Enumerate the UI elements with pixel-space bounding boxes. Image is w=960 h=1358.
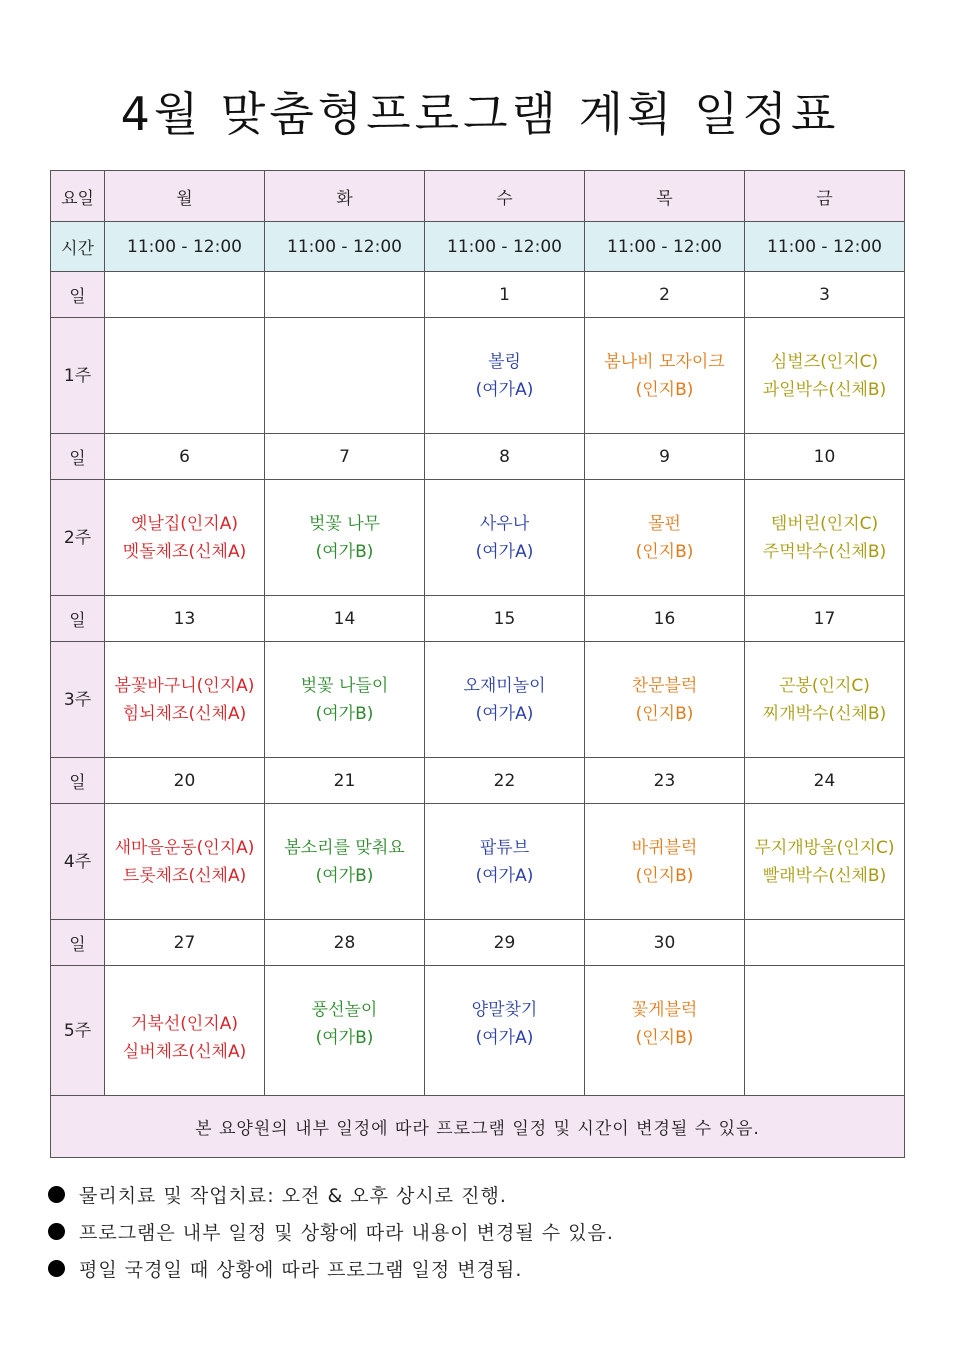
- date-cell: 15: [425, 596, 585, 642]
- program-cell-thu: [585, 966, 745, 1096]
- bullet-dot-icon: [48, 1223, 65, 1240]
- program-name: 양말찾기: [471, 999, 538, 1020]
- date-label: 일: [51, 758, 105, 804]
- program-cell-wed: [425, 318, 585, 434]
- program-cell-mon: [105, 318, 265, 434]
- weekday-mon: 월: [105, 171, 265, 222]
- week-label: 3주: [51, 642, 105, 758]
- week-label: 2주: [51, 480, 105, 596]
- program-name: 심벌즈(인지C): [770, 351, 879, 372]
- program-cell-fri: [745, 318, 905, 434]
- date-cell: 9: [585, 434, 745, 480]
- program-category: (여가B): [315, 541, 374, 562]
- time-tue: 11:00 - 12:00: [265, 222, 425, 272]
- program-category: 실버체조(신체A): [122, 1041, 247, 1062]
- date-row-week-1: [51, 272, 905, 318]
- date-cell: 10: [745, 434, 905, 480]
- date-cell: 29: [425, 920, 585, 966]
- notice-list: [48, 1180, 614, 1291]
- program-row-week-5: [51, 966, 905, 1096]
- program-cell-thu: [585, 480, 745, 596]
- date-cell: 17: [745, 596, 905, 642]
- program-category: (인지B): [635, 703, 694, 724]
- bullet-dot-icon: [48, 1260, 65, 1277]
- program-cell-tue: [265, 318, 425, 434]
- program-name: 팝튜브: [479, 837, 530, 858]
- program-cell-wed: [425, 480, 585, 596]
- date-cell: [105, 272, 265, 318]
- weekday-label: 요일: [51, 171, 105, 222]
- program-name: 새마을운동(인지A): [114, 837, 255, 858]
- date-cell: 3: [745, 272, 905, 318]
- program-name: 오재미놀이: [463, 675, 546, 696]
- week-label: 1주: [51, 318, 105, 434]
- time-mon: 11:00 - 12:00: [105, 222, 265, 272]
- date-cell: 13: [105, 596, 265, 642]
- week-label: 4주: [51, 804, 105, 920]
- program-name: 바퀴블럭: [631, 837, 698, 858]
- weekday-header-row: [51, 171, 905, 222]
- time-row: [51, 222, 905, 272]
- schedule-table: [50, 170, 905, 1158]
- program-name: 템버린(인지C): [770, 513, 879, 534]
- date-label: 일: [51, 434, 105, 480]
- program-name: 몰펀: [648, 513, 681, 534]
- date-row-week-4: [51, 758, 905, 804]
- date-cell: 14: [265, 596, 425, 642]
- program-category: (인지B): [635, 541, 694, 562]
- time-label: 시간: [51, 222, 105, 272]
- date-cell: 1: [425, 272, 585, 318]
- program-name: 옛날집(인지A): [130, 513, 238, 534]
- program-category: (여가A): [475, 379, 534, 400]
- program-cell-tue: [265, 480, 425, 596]
- program-name: 풍선놀이: [311, 999, 378, 1020]
- program-category: (여가A): [475, 1027, 534, 1048]
- program-cell-mon: [105, 804, 265, 920]
- program-name: 봄소리를 맞춰요: [284, 837, 405, 858]
- date-cell: 20: [105, 758, 265, 804]
- date-cell: [745, 920, 905, 966]
- time-wed: 11:00 - 12:00: [425, 222, 585, 272]
- date-row-week-2: [51, 434, 905, 480]
- weekday-tue: 화: [265, 171, 425, 222]
- time-thu: 11:00 - 12:00: [585, 222, 745, 272]
- date-label: 일: [51, 272, 105, 318]
- program-name: 봄꽃바구니(인지A): [114, 675, 255, 696]
- program-name: 볼링: [488, 351, 521, 372]
- program-cell-mon: [105, 480, 265, 596]
- date-cell: 2: [585, 272, 745, 318]
- weekday-wed: 수: [425, 171, 585, 222]
- program-cell-thu: [585, 642, 745, 758]
- program-category: 주먹박수(신체B): [762, 541, 887, 562]
- program-cell-tue: [265, 966, 425, 1096]
- date-cell: 23: [585, 758, 745, 804]
- program-name: 봄나비 모자이크: [604, 351, 725, 372]
- program-name: 벚꽃 나무: [308, 513, 381, 534]
- program-cell-mon: [105, 642, 265, 758]
- date-cell: 7: [265, 434, 425, 480]
- program-name: 곤봉(인지C): [779, 675, 870, 696]
- program-name: 꽃게블럭: [631, 999, 698, 1020]
- program-name: 무지개방울(인지C): [754, 837, 895, 858]
- week-label: 5주: [51, 966, 105, 1096]
- program-name: 벚꽃 나들이: [300, 675, 389, 696]
- program-category: (인지B): [635, 865, 694, 886]
- time-fri: 11:00 - 12:00: [745, 222, 905, 272]
- date-cell: 30: [585, 920, 745, 966]
- notice-text: 프로그램은 내부 일정 및 상황에 따라 내용이 변경될 수 있음.: [79, 1222, 614, 1244]
- program-cell-fri: [745, 480, 905, 596]
- date-row-week-5: [51, 920, 905, 966]
- program-category: (여가A): [475, 541, 534, 562]
- program-category: (여가A): [475, 865, 534, 886]
- date-cell: 16: [585, 596, 745, 642]
- program-cell-wed: [425, 966, 585, 1096]
- date-label: 일: [51, 596, 105, 642]
- date-cell: 27: [105, 920, 265, 966]
- bullet-dot-icon: [48, 1186, 65, 1203]
- notice-text: 물리치료 및 작업치료: 오전 & 오후 상시로 진행.: [79, 1185, 507, 1207]
- program-cell-tue: [265, 642, 425, 758]
- program-name: 거북선(인지A): [130, 1013, 238, 1034]
- program-category: 힘뇌체조(신체A): [122, 703, 247, 724]
- program-row-week-4: [51, 804, 905, 920]
- page-title: 4월 맞춤형프로그램 계획 일정표: [120, 87, 840, 141]
- notice-item: [48, 1254, 614, 1291]
- note-row: [51, 1096, 905, 1158]
- date-label: 일: [51, 920, 105, 966]
- weekday-thu: 목: [585, 171, 745, 222]
- date-cell: 22: [425, 758, 585, 804]
- program-category: 트롯체조(신체A): [122, 865, 247, 886]
- program-category: (여가B): [315, 1027, 374, 1048]
- notice-item: [48, 1180, 614, 1217]
- program-row-week-2: [51, 480, 905, 596]
- program-category: (인지B): [635, 1027, 694, 1048]
- date-cell: 8: [425, 434, 585, 480]
- program-category: (여가B): [315, 703, 374, 724]
- date-row-week-3: [51, 596, 905, 642]
- program-category: (인지B): [635, 379, 694, 400]
- program-row-week-3: [51, 642, 905, 758]
- program-name: 사우나: [479, 513, 530, 534]
- program-category: 과일박수(신체B): [762, 379, 887, 400]
- program-cell-thu: [585, 318, 745, 434]
- program-cell-fri: [745, 804, 905, 920]
- program-cell-wed: [425, 804, 585, 920]
- program-category: 찌개박수(신체B): [762, 703, 887, 724]
- program-cell-tue: [265, 804, 425, 920]
- program-cell-mon: [105, 966, 265, 1096]
- program-cell-fri: [745, 966, 905, 1096]
- program-category: 빨래박수(신체B): [762, 865, 887, 886]
- date-cell: 28: [265, 920, 425, 966]
- program-row-week-1: [51, 318, 905, 434]
- date-cell: 24: [745, 758, 905, 804]
- program-cell-fri: [745, 642, 905, 758]
- weekday-fri: 금: [745, 171, 905, 222]
- notice-text: 평일 국경일 때 상황에 따라 프로그램 일정 변경됨.: [79, 1259, 523, 1281]
- date-cell: [265, 272, 425, 318]
- program-cell-wed: [425, 642, 585, 758]
- program-category: (여가B): [315, 865, 374, 886]
- program-category: 멧돌체조(신체A): [122, 541, 247, 562]
- date-cell: 6: [105, 434, 265, 480]
- schedule-note: 본 요양원의 내부 일정에 따라 프로그램 일정 및 시간이 변경될 수 있음.: [51, 1096, 905, 1158]
- program-category: (여가A): [475, 703, 534, 724]
- program-name: 찬문블럭: [631, 675, 698, 696]
- program-cell-thu: [585, 804, 745, 920]
- notice-item: [48, 1217, 614, 1254]
- date-cell: 21: [265, 758, 425, 804]
